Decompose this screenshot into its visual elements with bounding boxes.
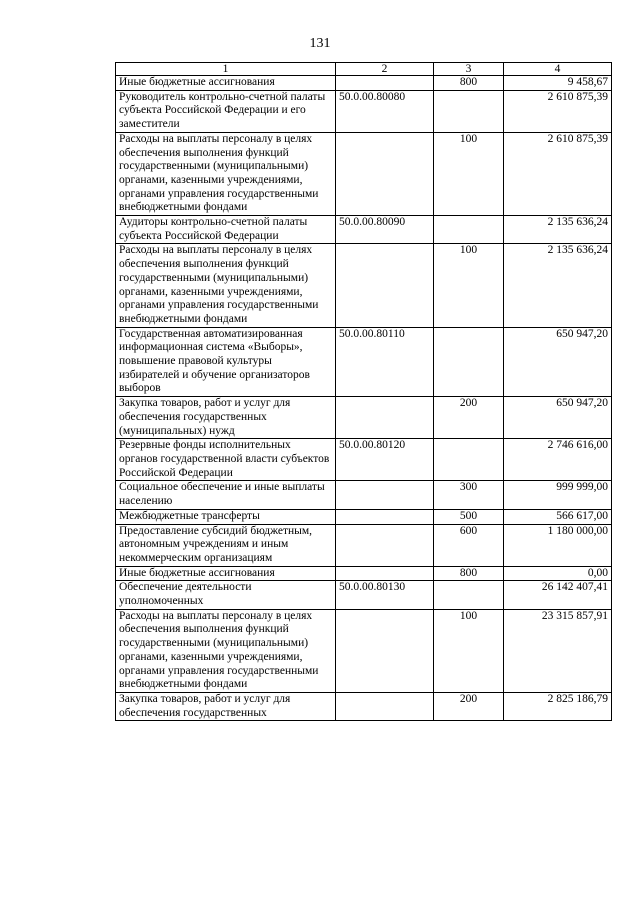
- row-code-cell: 50.0.00.80080: [336, 90, 434, 132]
- row-name-cell: Иные бюджетные ассигнования: [116, 76, 336, 91]
- row-amount-cell: 2 135 636,24: [504, 216, 612, 244]
- table-row: [116, 216, 612, 244]
- row-name-cell: Расходы на выплаты персоналу в целях обеспечения выполнения функций государственными (муниципальными) органами, казенными учреждениями, органами управления государственными внебюджетными фондами: [116, 609, 336, 692]
- row-name-cell: Предоставление субсидий бюджетным, автономным учреждениям и иным некоммерческим организациям: [116, 524, 336, 566]
- row-amount-cell: 2 610 875,39: [504, 90, 612, 132]
- row-amount-cell: 0,00: [504, 566, 612, 581]
- row-type-cell: [434, 216, 504, 244]
- row-code-cell: [336, 397, 434, 439]
- column-header: 3: [434, 63, 504, 76]
- row-amount-cell: 650 947,20: [504, 397, 612, 439]
- row-type-cell: 500: [434, 509, 504, 524]
- table-row: [116, 609, 612, 692]
- row-code-cell: 50.0.00.80120: [336, 439, 434, 481]
- table-row: [116, 509, 612, 524]
- row-amount-cell: 2 825 186,79: [504, 692, 612, 720]
- row-code-cell: 50.0.00.80090: [336, 216, 434, 244]
- table-header-row: [116, 63, 612, 76]
- row-name-cell: Социальное обеспечение и иные выплаты населению: [116, 481, 336, 509]
- table-row: [116, 132, 612, 215]
- page-number: 131: [309, 36, 331, 51]
- table-row: [116, 439, 612, 481]
- row-code-cell: [336, 566, 434, 581]
- table-row: [116, 397, 612, 439]
- row-name-cell: Расходы на выплаты персоналу в целях обеспечения выполнения функций государственными (муниципальными) органами, казенными учреждениями, органами управления государственными внебюджетными фондами: [116, 244, 336, 327]
- column-header: 4: [504, 63, 612, 76]
- row-type-cell: 800: [434, 76, 504, 91]
- column-header: 1: [116, 63, 336, 76]
- table-row: [116, 244, 612, 327]
- row-name-cell: Резервные фонды исполнительных органов государственной власти субъектов Российской Федерации: [116, 439, 336, 481]
- table-row: [116, 692, 612, 720]
- row-type-cell: 200: [434, 692, 504, 720]
- row-code-cell: [336, 132, 434, 215]
- row-code-cell: [336, 481, 434, 509]
- row-amount-cell: 566 617,00: [504, 509, 612, 524]
- table-row: [116, 581, 612, 609]
- row-code-cell: [336, 509, 434, 524]
- row-name-cell: Закупка товаров, работ и услуг для обеспечения государственных: [116, 692, 336, 720]
- row-amount-cell: 1 180 000,00: [504, 524, 612, 566]
- column-header: 2: [336, 63, 434, 76]
- row-amount-cell: 26 142 407,41: [504, 581, 612, 609]
- table-row: [116, 90, 612, 132]
- row-code-cell: 50.0.00.80110: [336, 327, 434, 397]
- row-amount-cell: 9 458,67: [504, 76, 612, 91]
- row-amount-cell: 2 610 875,39: [504, 132, 612, 215]
- table-row: [116, 481, 612, 509]
- row-type-cell: [434, 327, 504, 397]
- row-type-cell: 200: [434, 397, 504, 439]
- row-name-cell: Закупка товаров, работ и услуг для обеспечения государственных (муниципальных) нужд: [116, 397, 336, 439]
- row-type-cell: 100: [434, 132, 504, 215]
- row-name-cell: Иные бюджетные ассигнования: [116, 566, 336, 581]
- row-type-cell: 100: [434, 244, 504, 327]
- row-type-cell: 300: [434, 481, 504, 509]
- row-type-cell: [434, 581, 504, 609]
- row-name-cell: Аудиторы контрольно-счетной палаты субъекта Российской Федерации: [116, 216, 336, 244]
- row-type-cell: [434, 90, 504, 132]
- row-amount-cell: 2 135 636,24: [504, 244, 612, 327]
- table-row: [116, 566, 612, 581]
- row-code-cell: [336, 524, 434, 566]
- row-amount-cell: 650 947,20: [504, 327, 612, 397]
- table-row: [116, 524, 612, 566]
- row-type-cell: 800: [434, 566, 504, 581]
- budget-table: [115, 62, 612, 721]
- row-name-cell: Расходы на выплаты персоналу в целях обеспечения выполнения функций государственными (муниципальными) органами, казенными учреждениями, органами управления государственными внебюджетными фондами: [116, 132, 336, 215]
- row-amount-cell: 23 315 857,91: [504, 609, 612, 692]
- row-code-cell: [336, 692, 434, 720]
- table-row: [116, 76, 612, 91]
- row-amount-cell: 2 746 616,00: [504, 439, 612, 481]
- row-type-cell: 600: [434, 524, 504, 566]
- row-type-cell: [434, 439, 504, 481]
- row-name-cell: Межбюджетные трансферты: [116, 509, 336, 524]
- row-name-cell: Государственная автоматизированная информационная система «Выборы», повышение правовой культуры избирателей и обучение организаторов выборов: [116, 327, 336, 397]
- row-name-cell: Руководитель контрольно-счетной палаты субъекта Российской Федерации и его заместители: [116, 90, 336, 132]
- row-code-cell: [336, 244, 434, 327]
- row-code-cell: [336, 76, 434, 91]
- row-type-cell: 100: [434, 609, 504, 692]
- row-amount-cell: 999 999,00: [504, 481, 612, 509]
- table-row: [116, 327, 612, 397]
- row-code-cell: 50.0.00.80130: [336, 581, 434, 609]
- row-name-cell: Обеспечение деятельности уполномоченных: [116, 581, 336, 609]
- row-code-cell: [336, 609, 434, 692]
